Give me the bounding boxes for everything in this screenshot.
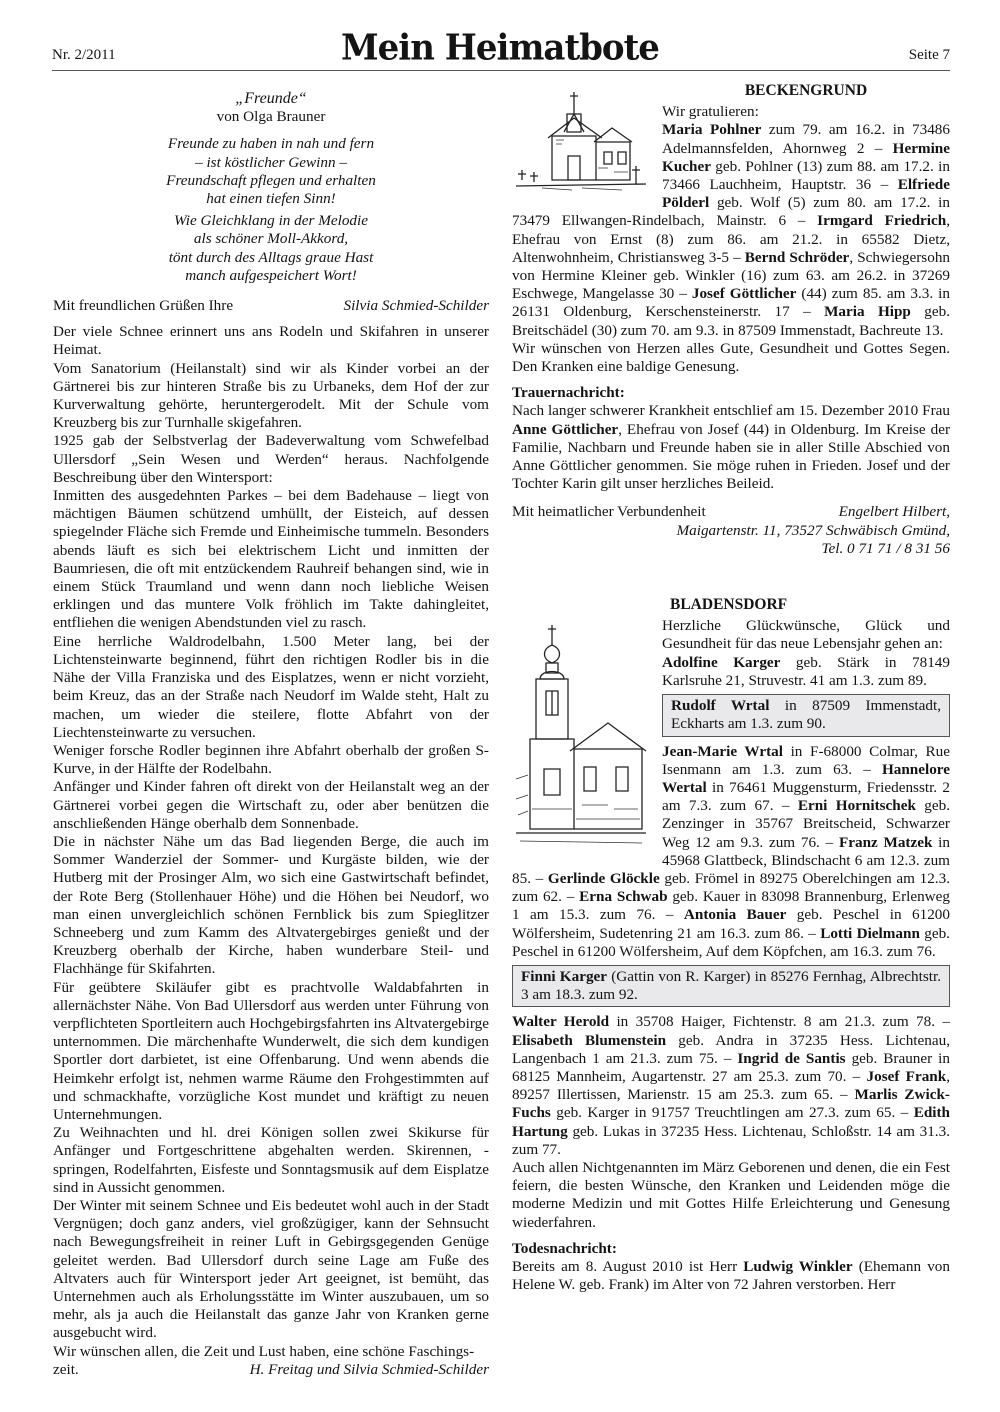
poem-line: tönt durch des Alltags graue Hast (168, 248, 374, 266)
wish-text: Wir wünschen von Herzen alles Gute, Gesundheit und Gottes Segen. Den Kranken eine baldige Genesung. (512, 339, 950, 376)
article-paragraph: Der viele Schnee erinnert uns ans Rodeln und Skifahren in unserer Heimat. (53, 323, 489, 359)
person-name: Finni Karger (521, 967, 608, 985)
poem-line: Freunde zu haben in nah und fern (167, 135, 375, 153)
closing-wishes: Auch allen Nichtgenannten im März Geborenen und denen, die ein Fest feiern, die besten Wünsche, den Kranken und Leidenden möge die moderne Medizin und mit Gottes Hilfe Erleichterung und Genesung wiederfahren. (512, 1158, 950, 1231)
death-text-a: Bereits am 8. August 2010 ist Herr (512, 1257, 744, 1275)
poem-title: „Freunde“ (235, 90, 307, 107)
person-name: Gerlinde Glöckle (547, 869, 660, 887)
entry-text: (44) zum 85. am 3.3. in 26131 Oldenburg, Kerschensteinerstr. 17 – (512, 285, 950, 321)
person-name: Hermine Kucher (662, 139, 950, 175)
person-name: Lotti Dielmann (820, 924, 920, 942)
bladensdorf-intro: Herzliche Glückwünsche, Glück und Gesundheit für das neue Lebensjahr gehen an: (662, 617, 950, 653)
header-rule (52, 70, 950, 71)
person-name: Erna Schwab (579, 888, 668, 906)
entry-text: in 35708 Haiger, Fichtenstr. 8 am 21.3. zum 78. – (609, 1013, 950, 1031)
person-name: Josef Frank (866, 1067, 947, 1085)
person-name: Rudolf Wrtal (671, 697, 770, 715)
page-number: Seite 7 (908, 47, 950, 63)
article-last-word: zeit. (53, 1360, 79, 1378)
article-signature: H. Freitag und Silvia Schmied-Schilder (249, 1360, 489, 1378)
mourning-text-b: , Ehefrau von Josef (44) in Oldenburg. Im Kreise der Familie, Nachbarn und Freunde haben sie in aller Stille Abschied von Anne Göttlicher genommen. Sie möge ruhen in Frieden. Josef und der Tochter Karin gilt unser herzliches Beileid. (512, 420, 950, 493)
person-name: Maria Pohlner (662, 121, 762, 139)
section-spacer (512, 558, 950, 596)
article-paragraph: Wir wünschen allen, die Zeit und Lust haben, eine schöne Faschings- (53, 1342, 475, 1360)
person-name: Ingrid de Santis (737, 1049, 846, 1067)
entry-text: geb. Zenzinger in 35767 Breitscheid, Schwarzer Weg 12 am 9.3. zum 76. – (662, 797, 951, 851)
article-paragraph: Zu Weihnachten und hl. drei Königen sollen zwei Skikurse für Anfänger und Fortgeschrittene abgehalten werden. Skirennen, -springen, Rodelfahrten, Eisfeste und Sonntagsmusik auf dem Eisplatze sind in Aussicht genommen. (53, 1124, 489, 1196)
entry-text: , Ehefrau von Ernst (8) zum 86. am 21.2. in 65582 Dietz, Altenwohnheim, Christiansweg 3-5 – (512, 212, 950, 266)
highlight-box-finni (512, 965, 950, 1007)
person-name: Bernd Schröder (744, 248, 850, 266)
mourning-text (512, 402, 950, 493)
entry-text: geb. Peschel in 61200 Wölfersheim, Sudetenring 21 am 16.3. zum 86. – (512, 906, 950, 942)
article-signature-line (53, 1361, 489, 1379)
congrats-intro: Wir gratulieren: (662, 103, 759, 121)
entry-text: zum 79. am 16.2. in 73486 Adelmannsfelden, Ahornweg 2 – (662, 121, 950, 157)
entry-text: geb. Peschel in 61200 Wölfersheim, Auf dem Köpfchen, am 16.3. zum 76. (512, 924, 950, 960)
article-paragraph: Anfänger und Kinder fahren oft direkt von der Heilanstalt weg an der Gärtnerei vorbei gegen die Wirtschaft zu, oder aber benützen die anschließenden Hänge oberhalb dem Sonnenbade. (53, 778, 489, 832)
greeting-signature: Silvia Schmied-Schilder (343, 297, 489, 315)
poem-greeting (53, 297, 489, 315)
entry-text: in F-68000 Colmar, Rue Isenmann am 1.3. zum 63. – (662, 742, 950, 778)
entry-text: (Gattin von R. Karger) in 85276 Fernhag, Albrechtstr. 3 am 18.3. zum 92. (521, 967, 941, 1004)
person-name: Maria Hipp (824, 303, 911, 321)
person-name: Irmgard Friedrich (817, 212, 947, 230)
entry-text: , 89257 Illertissen, Marienstr. 15 am 25.3. zum 65. – (512, 1067, 950, 1104)
church-illustration (512, 619, 650, 854)
person-name: Elisabeth Blumenstein (512, 1031, 667, 1049)
entry-text: geb. Brauner in 68125 Mannheim, Augartenstr. 27 am 25.3. zum 70. – (512, 1049, 950, 1085)
article-paragraph: Die in nächster Nähe um das Bad liegenden Berge, die auch im Sommer Wanderziel der Sommer- und Kurgäste bilden, wie der Hutberg mit der Prosinger Alm, wo sich eine Gastwirtschaft befindet, der Rote Berg (Stollenhauer Höhe) und die Höhen bei Neudorf, wo man einen unvergleichlich schönen Fernblick bis zum Spieglitzer Schneeberg und zum Kamm des Altvatergebirges genießt und der Kreuzberg oberhalb der Kirche, haben wunderbare Steil- und Flachhänge für Skifahrten. (53, 832, 489, 978)
entry-text: geb. Karger in 91757 Treuchtlingen am 27.3. zum 65. – (550, 1104, 914, 1122)
masthead-title: Mein Heimatbote (341, 27, 659, 69)
section-title-beckengrund: BECKENGRUND (744, 82, 868, 99)
entry-text: in 45968 Glattbeck, Blindschacht 6 am 12.3. zum 85. – (512, 833, 950, 887)
entry-text: geb. Wolf (5) zum 80. am 17.2. in 73479 Ellwangen-Rindelbach, Mainstr. 6 – (512, 194, 950, 230)
poem-line: hat einen tiefen Sinn! (206, 190, 336, 208)
right-column (512, 82, 950, 1294)
article-paragraph: Inmitten des ausgedehnten Parkes – bei dem Badehause – liegt von mächtigen Bäumen schützend umhüllt, der Eisteich, auf dessen spiegelnder Fläche sich Fremde und Einheimische tummeln. Besonders abends läuft es sich bei elektrischem Licht und inmitten der Baumriesen, die oft mit entzückendem Rauhreif behangen sind, wie in einem Stück Traumland und wenn dann noch liebliche Weisen erklingen und das muntere Volk fröhlich im Takte dahingleitet, entfliehen die wenigen Abendstunden viel zu rasch. (53, 487, 489, 632)
poem-line: als schöner Moll-Akkord, (193, 230, 349, 248)
person-name: Hannelore Wertal (662, 760, 950, 796)
section-title-bladensdorf: BLADENSDORF (670, 596, 788, 614)
poem-line: – ist köstlicher Gewinn – (195, 153, 347, 171)
article-paragraph: 1925 gab der Selbstverlag der Badeverwaltung vom Schwefelbad Ullersdorf „Sein Wesen und Werden“ heraus. Nachfolgende Beschreibung über den Wintersport: (53, 432, 489, 486)
person-name: Adolfine Karger (662, 653, 781, 671)
greeting-text: Mit freundlichen Grüßen Ihre (53, 297, 234, 315)
signature-address: Maigartenstr. 11, 73527 Schwäbisch Gmünd, (676, 521, 950, 539)
entry-text: in 87509 Immenstadt, Eckharts am 1.3. zum 90. (671, 697, 941, 733)
entry-text: geb. Andra in 37235 Hess. Lichtenau, Langenbach 1 am 21.3. zum 75. – (512, 1031, 950, 1067)
entry-text: in 76461 Muggensturm, Friedensstr. 2 am 7.3. zum 67. – (662, 778, 950, 815)
signature-phone: Tel. 0 71 71 / 8 31 56 (821, 539, 950, 557)
person-name: Ludwig Winkler (743, 1257, 853, 1275)
entry-text: geb. Pohlner (13) zum 88. am 17.2. in 73466 Lauchheim, Hauptstr. 36 – (662, 157, 950, 194)
poem-line: Wie Gleichklang in der Melodie (173, 212, 368, 230)
person-name: Marlis Zwick-Fuchs (512, 1086, 950, 1122)
entry-text: , Schwiegersohn von Hermine Kleiner geb. Winkler (16) zum 63. am 26.2. in 37269 Eschwege, Mangelasse 30 – (512, 248, 951, 303)
person-name: Antonia Bauer (683, 906, 787, 924)
person-name: Josef Göttlicher (691, 285, 797, 303)
entry-text: geb. Frömel in 89275 Oberelchingen am 12.3. zum 62. – (512, 869, 950, 906)
person-name: Elfriede Pölderl (662, 176, 950, 212)
person-name: Jean-Marie Wrtal (662, 742, 783, 760)
left-column (53, 82, 489, 1379)
signature-line (512, 503, 950, 521)
death-text-b: (Ehemann von Helene W. geb. Frank) im Alter von 72 Jahren verstorben. Herr (512, 1257, 950, 1294)
poem-line: Freundschaft pflegen und erhalten (166, 171, 376, 189)
article-paragraph: Vom Sanatorium (Heilanstalt) sind wir als Kinder vorbei an der Gärtnerei bis zur hinteren Straße bis zu Urbaneks, dem Hof der zur Kurverwaltung gehörte, heruntergerodelt. Mit der Schule vom Kreuzberg bis zur Turnhalle skigefahren. (53, 359, 489, 432)
signature-name: Engelbert Hilbert, (838, 503, 950, 521)
mourning-title: Trauernachricht: (512, 384, 625, 402)
entry-text: geb. Lukas in 37235 Hess. Lichtenau, Schloßstr. 14 am 31.3. zum 77. (512, 1122, 950, 1158)
entry-text: geb. Kauer in 83098 Brannenburg, Erlenweg 1 am 15.3. zum 76. – (512, 888, 950, 924)
person-name: Edith Hartung (512, 1104, 950, 1140)
article-paragraph: Für geübtere Skiläufer gibt es prachtvolle Waldabfahrten in allernächster Nähe. Von Bad Ullersdorf aus werden unter Führung von verpflichteten Sportleitern auch Hochgebirgsfahrten ins Altvatergebirge unternommen. Die märchenhafte Wunderwelt, die sich dem kundigen Sportler dort darbietet, ist eine Offenbarung. Und wenn abends die Heimkehr erfolgt ist, nehmen warme Räume den Frohgestimmten auf und schmackhafte, vorzügliche Kost mundet und kräftigt zu neuen Unternehmungen. (53, 978, 489, 1123)
chapel-illustration (512, 84, 650, 202)
signature-greeting: Mit heimatlicher Verbundenheit (512, 503, 706, 521)
poem-line: manch aufgespeichert Wort! (185, 266, 357, 284)
issue-number: Nr. 2/2011 (52, 47, 116, 63)
person-name: Anne Göttlicher (512, 420, 619, 438)
birthday-list-march (512, 1013, 950, 1159)
article-paragraph: Weniger forsche Rodler beginnen ihre Abfahrt oberhalb der großen S-Kurve, in der Hälfte der Rodelbahn. (53, 741, 489, 778)
person-name: Walter Herold (512, 1013, 610, 1031)
highlight-box-rudolf (662, 694, 950, 736)
poem-stanza-2 (53, 212, 489, 285)
entry-text: geb. Stärk in 78149 Karlsruhe 21, Struvestr. 41 am 1.3. zum 89. (662, 653, 950, 689)
article-paragraph: Eine herrliche Waldrodelbahn, 1.500 Meter lang, bei der Lichtensteinwarte beginnend, führt den richtigen Rodler bis in die Nähe der Villa Franziska und des Eisplatzes, wenn er nicht vorzieht, beim Kreuz, das an der Straße nach Neudorf im Walde steht, Halt zu machen, um wieder die steilere, flotte Abfahrt von der Liechtensteinwarte zu versuchen. (53, 632, 489, 741)
death-notice-title: Todesnachricht: (512, 1239, 617, 1257)
death-notice-text (512, 1258, 950, 1294)
entry-text: geb. Breitschädel (30) zum 70. am 9.3. in 87509 Immenstadt, Bachreute 13. (512, 303, 950, 339)
person-name: Erni Hornitschek (797, 797, 916, 815)
poem-stanza-1 (53, 135, 489, 208)
poem-author: von Olga Brauner (216, 108, 326, 126)
mourning-text-a: Nach langer schwerer Krankheit entschlief am 15. Dezember 2010 Frau (512, 402, 950, 420)
article-paragraph: Der Winter mit seinem Schnee und Eis bedeutet wohl auch in der Stadt Vergnügen; doch ganz anders, viel großzügiger, kann der Sehnsucht nach Bewegungsfreiheit in reiner Luft in Gebirgsgegenden Genüge geleitet werden. Bad Ullersdorf durch seine Lage am Fuße des Altvaters auch für Wintersport jeder Art geeignet, ist bemüht, das Unternehmen auch als Erholungsstätte im Winter auszubauen, um so mehr, als ja auch die Heilanstalt das ganze Jahr von Kranken gerne ausgebucht wird. (53, 1196, 489, 1342)
person-name: Franz Matzek (838, 833, 933, 851)
